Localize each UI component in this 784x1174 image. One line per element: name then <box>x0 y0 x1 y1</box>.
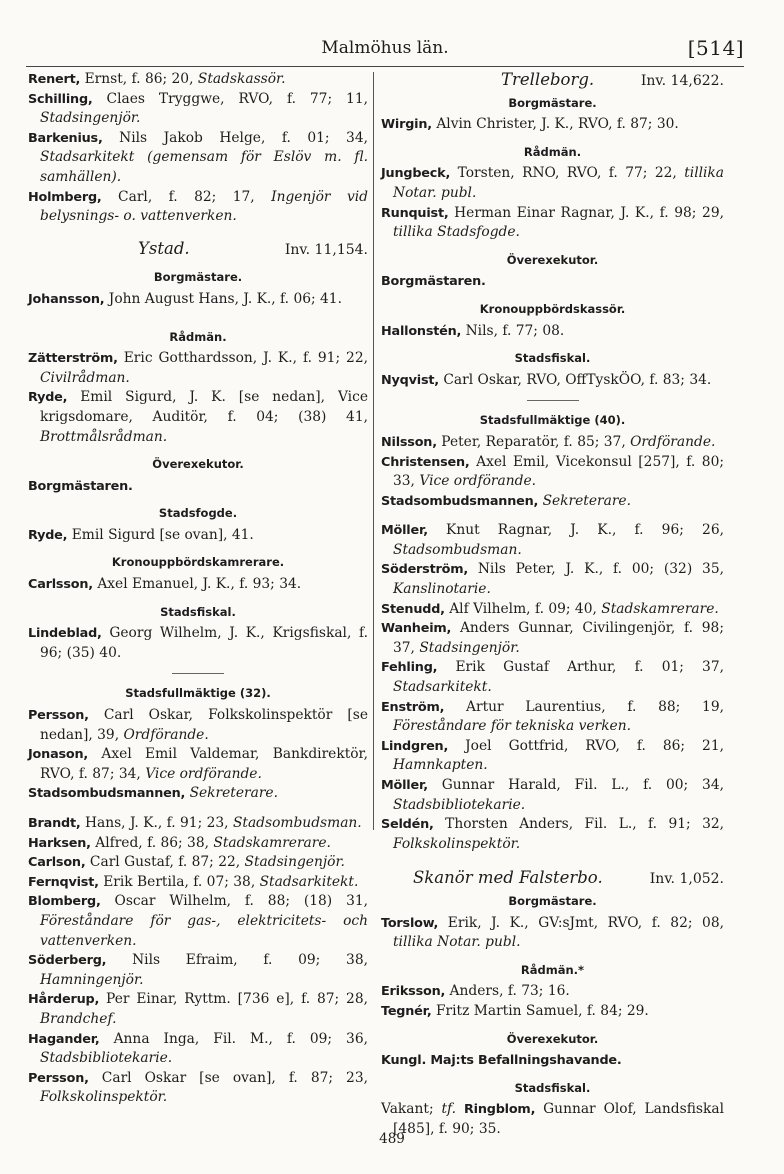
entry-text: Anna Inga, Fil. M., f. 09; 36, <box>113 1030 368 1047</box>
list-item <box>28 290 368 310</box>
entry-name: Lindeblad, <box>28 626 102 642</box>
entry-title: Vice ordförande. <box>419 473 536 490</box>
list-item <box>381 371 724 391</box>
list-item <box>28 853 368 873</box>
town-heading-ystad <box>28 239 368 261</box>
entry-title: Stadsombudsman. <box>393 541 522 558</box>
stadsfiskal-list <box>28 624 368 663</box>
entry-text: Nils Efraim, f. 09; 38, <box>132 952 368 969</box>
entry-title: Stadsbibliotekarie. <box>393 796 526 813</box>
intro-entries <box>28 70 368 227</box>
entry-title: Föreståndare för gas-, elektricitets- och vattenverken. <box>40 912 368 949</box>
entry-title: Ordförande. <box>630 433 716 450</box>
list-item <box>381 521 724 560</box>
entry-name: Fehling, <box>381 660 438 676</box>
separator <box>527 400 579 401</box>
entry-text: Torsten, RNO, RVO, f. 77; 22, <box>457 165 677 182</box>
entry-title: Stadsbibliotekarie. <box>40 1050 173 1067</box>
separator <box>172 673 224 674</box>
entry-text: Artur Laurentius, f. 88; 19, <box>466 698 724 715</box>
entry-title: Stadsarkitekt. <box>259 873 359 890</box>
list-item <box>28 70 368 90</box>
section-heading: Överexekutor. <box>506 1031 599 1046</box>
entry-name: Wirgin, <box>381 117 432 133</box>
list-item <box>28 892 368 951</box>
list-item <box>381 658 724 697</box>
section-heading: Stadsfullmäktige (40). <box>479 413 626 428</box>
entry-text: Herman Einar Ragnar, J. K., f. 98; 29, <box>454 204 724 221</box>
entry-name: Borgmästaren. <box>28 478 133 494</box>
list-item <box>28 1069 368 1108</box>
radman-list <box>28 349 368 447</box>
list-item <box>28 624 368 663</box>
section-heading: Stadsfullmäktige (32). <box>125 686 271 701</box>
entry-title: Folkskolinspektör. <box>40 1089 168 1106</box>
entry-text: John August Hans, J. K., f. 06; 41. <box>108 290 342 307</box>
section-heading: Stadsfiskal. <box>514 1080 591 1095</box>
stadsfiskal-list <box>381 371 724 391</box>
entry-text: Emil Sigurd, J. K. [se nedan], Vice krigsdomare, Auditör, f. 04; (38) 41, <box>40 389 368 425</box>
section-heading: Borgmästare. <box>508 893 597 908</box>
entry-text: Erik Gustaf Arthur, f. 01; 37, <box>455 659 725 676</box>
officials-list <box>28 814 368 1108</box>
entry-name: Söderström, <box>381 562 468 578</box>
section-heading: Kronouppbördskassör. <box>479 301 626 316</box>
entry-name: Ringblom, <box>463 1102 536 1118</box>
page-number: 489 <box>379 1131 405 1147</box>
section-heading: Stadsfiskal. <box>160 604 236 619</box>
entry-name: Nyqvist, <box>381 372 439 388</box>
list-item <box>28 388 368 447</box>
list-item <box>28 575 368 595</box>
section-heading: Rådmän. <box>169 329 227 344</box>
list-item <box>381 914 724 953</box>
entry-title: tillika Notar. publ. <box>393 165 725 201</box>
entry-text: Carl, f. 82; 17, <box>118 188 255 205</box>
entry-text: Alf Vilhelm, f. 09; 40, <box>449 600 597 617</box>
list-item <box>381 272 724 292</box>
list-item <box>28 834 368 854</box>
entry-name: Ryde, <box>28 527 68 543</box>
entry-text: Vakant; <box>381 1101 434 1118</box>
entry-name: Carlson, <box>28 855 86 871</box>
list-item <box>28 526 368 546</box>
entry-text: Erik, J. K., GV:sJmt, RVO, f. 82; 08, <box>447 914 724 931</box>
entry-name: Hallonstén, <box>381 323 462 339</box>
entry-text: Knut Ragnar, J. K., f. 96; 26, <box>446 522 724 539</box>
section-heading: Borgmästare. <box>153 270 243 285</box>
entry-name: Carlsson, <box>28 577 93 593</box>
list-item <box>28 951 368 990</box>
entry-text: Gunnar Harald, Fil. L., f. 00; 34, <box>441 777 725 793</box>
entry-name: Christensen, <box>381 454 470 470</box>
entry-name: Renert, <box>28 72 81 87</box>
entry-text: Alvin Christer, J. K., RVO, f. 87; 30. <box>436 116 679 133</box>
entry-text: Carl Oskar [se ovan], f. 87; 23, <box>101 1069 368 1086</box>
town-name: Skanör med Falsterbo. <box>413 868 603 888</box>
list-item <box>28 129 368 188</box>
list-item <box>28 873 368 893</box>
entry-name: Söderberg, <box>28 953 107 969</box>
list-item <box>381 164 724 203</box>
kronouppbord-list <box>28 575 368 595</box>
entry-name: Harksen, <box>28 835 91 851</box>
entry-title: Folkskolinspektör. <box>393 835 521 852</box>
town-population: Inv. 11,154. <box>284 241 368 258</box>
entry-name: Fernqvist, <box>28 874 99 890</box>
right-column <box>381 70 724 1140</box>
section-heading: Rådmän. <box>523 144 582 159</box>
entry-name: Hagander, <box>28 1031 100 1047</box>
left-column <box>28 70 368 1108</box>
stadsfogde-list <box>28 526 368 546</box>
entry-text: Eric Gotthardsson, J. K., f. 91; 22, <box>123 350 368 367</box>
section-heading: Överexekutor. <box>506 252 599 267</box>
entry-title: Stadskassör. <box>197 71 286 87</box>
list-item <box>381 453 724 492</box>
entry-text: Ernst, f. 86; 20, <box>84 71 194 87</box>
town-heading-trelleborg <box>381 70 724 92</box>
section-heading: Kronouppbördskamrerare. <box>111 555 285 570</box>
page-reference: [514] <box>687 36 744 60</box>
page-title: Malmöhus län. <box>321 38 449 58</box>
list-item <box>381 204 724 243</box>
list-item <box>381 560 724 599</box>
list-item <box>381 619 724 658</box>
list-item <box>28 990 368 1029</box>
entry-text: Axel Emil, Vicekonsul [257], f. 80; 33, <box>393 453 724 490</box>
entry-name: Lindgren, <box>381 738 449 754</box>
entry-text: Axel Emanuel, J. K., f. 93; 34. <box>97 576 302 593</box>
entry-text: Carl Gustaf, f. 87; 22, <box>89 854 241 871</box>
entry-title: Sekreterare. <box>189 785 278 802</box>
entry-text: Claes Tryggwe, RVO, f. 77; 11, <box>106 90 368 107</box>
borgmastare-list <box>381 115 724 135</box>
entry-title: Stadskamrerare. <box>601 600 719 617</box>
entry-text: Anders, f. 73; 16. <box>449 983 570 1000</box>
entry-text: Carl Oskar, Folkskolinspektör [se nedan], 39, <box>40 707 368 743</box>
entry-name: Ryde, <box>28 390 68 406</box>
entry-text: Thorsten Anders, Fil. L., f. 91; 32, <box>445 816 725 833</box>
entry-title: Stadsarkitekt (gemensam för Eslöv m. fl. samhällen). <box>40 149 368 185</box>
entry-text: Alfred, f. 86; 38, <box>95 834 209 851</box>
entry-name: Barkenius, <box>28 130 103 146</box>
entry-text: Carl Oskar, RVO, OffTyskÖO, f. 83; 34. <box>443 371 712 388</box>
entry-title: Stadsombudsman. <box>232 815 362 831</box>
list-item <box>28 745 368 784</box>
entry-name: Tegnér, <box>381 1003 432 1019</box>
entry-name: Persson, <box>28 708 89 724</box>
list-item <box>381 492 724 512</box>
entry-title: Stadsingenjör. <box>40 110 141 127</box>
kronouppbord-list <box>381 322 724 342</box>
entry-text: Hans, J. K., f. 91; 23, <box>84 815 229 831</box>
list-item <box>28 90 368 129</box>
entry-title: Ingenjör vid belysnings- o. vattenverken. <box>40 188 368 225</box>
list-item <box>28 706 368 745</box>
entry-name: Johansson, <box>28 291 105 307</box>
borgmastare-list <box>381 914 724 953</box>
entry-name: Schilling, <box>28 91 93 107</box>
entry-title: Stadsingenjör. <box>244 854 345 871</box>
entry-name: Holmberg, <box>28 189 102 205</box>
entry-text: Peter, Reparatör, f. 85; 37, <box>441 433 626 450</box>
entry-name: Möller, <box>381 778 428 793</box>
entry-title: tillika Stadsfogde. <box>393 224 520 241</box>
list-item <box>381 600 724 620</box>
list-item <box>381 433 724 453</box>
entry-name: Nilsson, <box>381 434 437 450</box>
entry-title: Brandchef. <box>40 1010 117 1027</box>
fullmaktige-list <box>381 433 724 511</box>
entry-name: Hårderup, <box>28 992 100 1008</box>
list-item <box>381 698 724 737</box>
entry-text: Georg Wilhelm, J. K., Krigsfiskal, f. 96; (35) 40. <box>40 625 368 661</box>
entry-name: Stadsombudsmannen, <box>28 786 186 802</box>
entry-name: Eriksson, <box>381 984 446 1000</box>
list-item <box>28 349 368 388</box>
section-heading: Borgmästare. <box>508 95 597 110</box>
entry-text: Anders Gunnar, Civilingenjör, f. 98; 37, <box>393 620 724 656</box>
entry-name: Seldén, <box>381 817 434 833</box>
fullmaktige-list <box>28 706 368 804</box>
town-population: Inv. 1,052. <box>649 871 724 888</box>
list-item <box>28 814 368 834</box>
entry-name: Möller, <box>381 523 428 539</box>
entry-tf: tf. <box>441 1101 457 1118</box>
entry-text: Nils, f. 77; 08. <box>465 322 565 339</box>
entry-title: Civilrådman. <box>40 369 130 386</box>
list-item <box>28 477 368 497</box>
list-item <box>28 784 368 804</box>
entry-title: Vice ordförande. <box>145 765 262 782</box>
list-item <box>381 737 724 776</box>
overexekutor-list <box>381 1051 724 1071</box>
entry-name: Persson, <box>28 1070 89 1086</box>
entry-title: Stadsarkitekt. <box>393 679 492 696</box>
section-heading: Stadsfogde. <box>158 506 238 521</box>
entry-title: Stadsingenjör. <box>419 639 520 656</box>
town-heading-skanor <box>381 868 724 890</box>
entry-name: Borgmästaren. <box>381 274 486 290</box>
page-header <box>26 36 744 66</box>
entry-text: Joel Gottfrid, RVO, f. 86; 21, <box>465 737 724 754</box>
list-item <box>381 1002 724 1022</box>
entry-title: Brottmålsrådman. <box>40 428 168 445</box>
entry-name: Runquist, <box>381 205 449 221</box>
list-item <box>381 322 724 342</box>
entry-title: Ordförande. <box>123 726 209 743</box>
entry-text: Per Einar, Ryttm. [736 e], f. 87; 28, <box>106 991 368 1008</box>
list-item <box>381 815 724 854</box>
entry-text: Axel Emil Valdemar, Bankdirektör, RVO, f. 87; 34, <box>40 746 369 782</box>
entry-name: Zätterström, <box>28 351 118 367</box>
entry-name: Blomberg, <box>28 894 101 910</box>
entry-name: Kungl. Maj:ts Befallningshavande. <box>381 1053 622 1069</box>
entry-name: Enström, <box>381 699 445 715</box>
town-name: Ystad. <box>138 238 190 258</box>
column-divider <box>373 72 374 830</box>
list-item <box>28 188 368 227</box>
entry-title: Hamnkapten. <box>393 757 488 774</box>
entry-title: Hamningenjör. <box>40 971 144 988</box>
radman-list <box>381 982 724 1021</box>
entry-name: Torslow, <box>381 915 439 931</box>
entry-text: Nils Jakob Helge, f. 01; 34, <box>119 129 368 146</box>
list-item <box>28 1030 368 1069</box>
overexekutor-list <box>28 477 368 497</box>
entry-name: Brandt, <box>28 816 81 831</box>
entry-text: Fritz Martin Samuel, f. 84; 29. <box>435 1002 649 1019</box>
entry-text: Nils Peter, J. K., f. 00; (32) 35, <box>477 561 724 578</box>
list-item <box>381 776 724 815</box>
entry-text: Erik Bertila, f. 07; 38, <box>103 873 256 890</box>
list-item <box>381 115 724 135</box>
entry-title: Sekreterare. <box>542 492 631 509</box>
town-name: Trelleborg. <box>501 70 595 89</box>
entry-title: Stadskamrerare. <box>213 834 331 851</box>
entry-name: Wanheim, <box>381 621 452 637</box>
entry-title: Kanslinotarie. <box>393 581 491 598</box>
overexekutor-list <box>381 272 724 292</box>
section-heading: Överexekutor. <box>152 457 244 472</box>
town-population: Inv. 14,622. <box>640 73 724 89</box>
entry-name: Jungbeck, <box>381 166 451 182</box>
section-heading: Stadsfiskal. <box>514 351 591 366</box>
radman-list <box>381 164 724 242</box>
entry-text: Emil Sigurd [se ovan], 41. <box>71 526 254 543</box>
entry-name: Jonason, <box>28 747 89 763</box>
list-item <box>381 982 724 1002</box>
section-heading: Rådmän.* <box>520 962 585 977</box>
entry-name: Stadsombudsmannen, <box>381 493 539 509</box>
entry-name: Stenudd, <box>381 601 445 617</box>
entry-title: Föreståndare för tekniska verken. <box>393 718 631 735</box>
entry-text: Gunnar Olof, Landsfiskal [485], f. 90; 35. <box>393 1101 724 1137</box>
officials-list <box>381 521 724 854</box>
header-rule <box>26 66 744 67</box>
entry-title: tillika Notar. publ. <box>393 934 521 951</box>
list-item <box>381 1051 724 1071</box>
entry-text: Oscar Wilhelm, f. 88; (18) 31, <box>114 893 369 910</box>
borgmastare-list <box>28 290 368 310</box>
